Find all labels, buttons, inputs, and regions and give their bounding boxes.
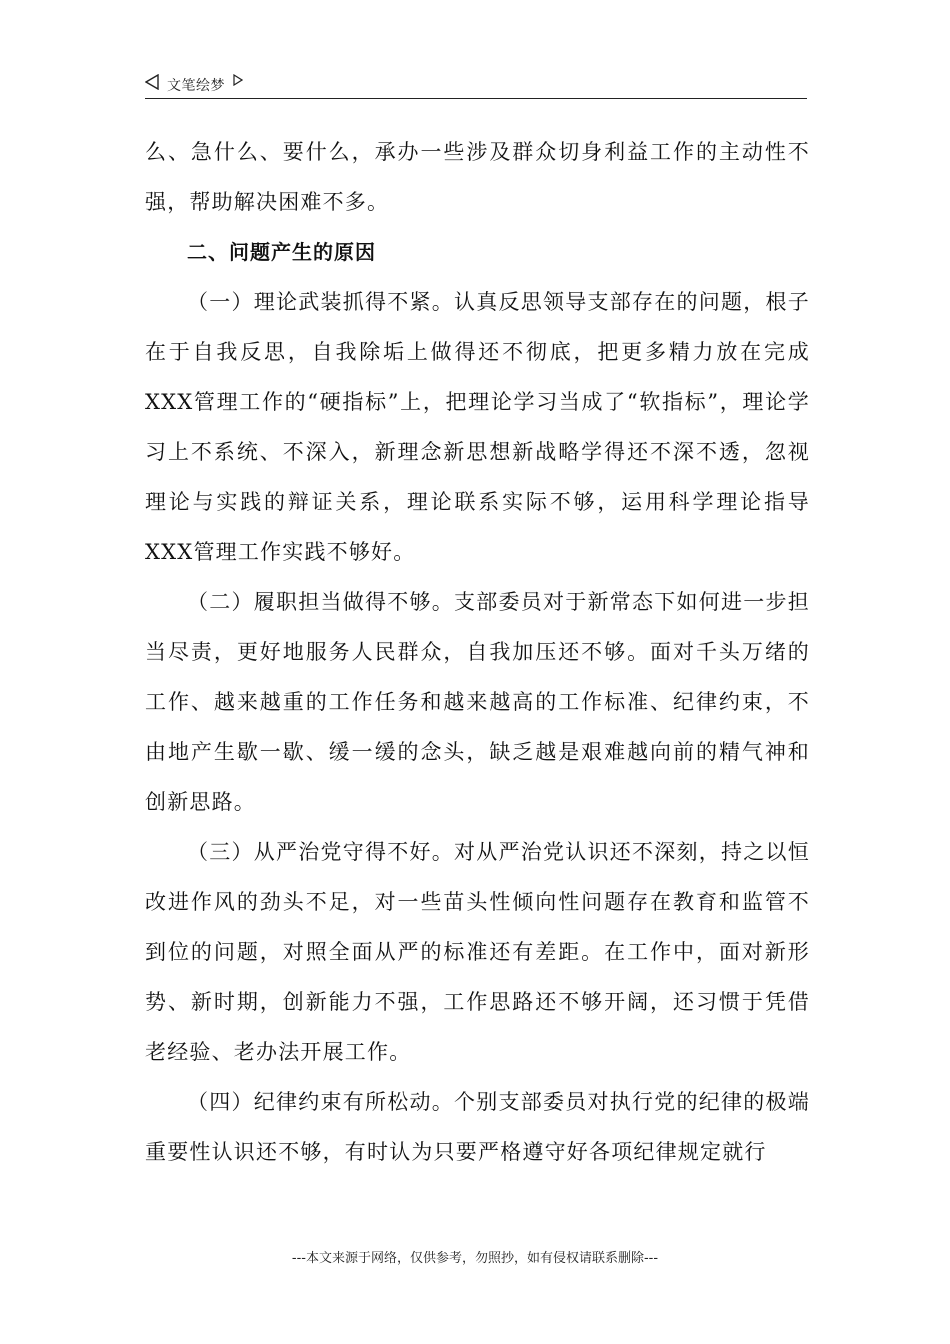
header-title: 文笔绘梦 [167,78,225,94]
document-body [145,127,810,1177]
page-footer: ---本文来源于网络，仅供参考，勿照抄，如有侵权请联系删除--- [291,1251,659,1266]
page-header [145,72,807,99]
paragraph-continuation: 么、急什么、要什么，承办一些涉及群众切身利益工作的主动性不强，帮助解决困难不多。 [145,140,810,214]
paragraph-duty: （二）履职担当做得不够。支部委员对于新常态下如何进一步担当尽责，更好地服务人民群众，自我加压还不够。面对千头万绪的工作、越来越重的工作任务和越来越高的工作标准、纪律约束，不由地产生歇一歇、缓一缓的念头，缺乏越是艰难越向前的精气神和创新思路。 [145,590,810,814]
triangle-left-icon [145,74,159,90]
section-heading: 二、问题产生的原因 [187,240,376,264]
triangle-right-icon [233,74,243,86]
paragraph-discipline-strict: （三）从严治党守得不好。对从严治党认识还不深刻，持之以恒改进作风的劲头不足，对一些苗头性倾向性问题存在教育和监管不到位的问题，对照全面从严的标准还有差距。在工作中，面对新形势、新时期，创新能力不强，工作思路还不够开阔，还习惯于凭借老经验、老办法开展工作。 [145,840,810,1064]
paragraph-theory: （一）理论武装抓得不紧。认真反思领导支部存在的问题，根子在于自我反思，自我除垢上做得还不彻底，把更多精力放在完成XXX管理工作的“硬指标”上，把理论学习当成了“软指标”，理论学习上不系统、不深入，新理念新思想新战略学得还不深不透，忽视理论与实践的辩证关系，理论联系实际不够，运用科学理论指导XXX管理工作实践不够好。 [145,290,810,564]
paragraph-discipline-loose: （四）纪律约束有所松动。个别支部委员对执行党的纪律的极端重要性认识还不够，有时认为只要严格遵守好各项纪律规定就行 [145,1090,810,1164]
